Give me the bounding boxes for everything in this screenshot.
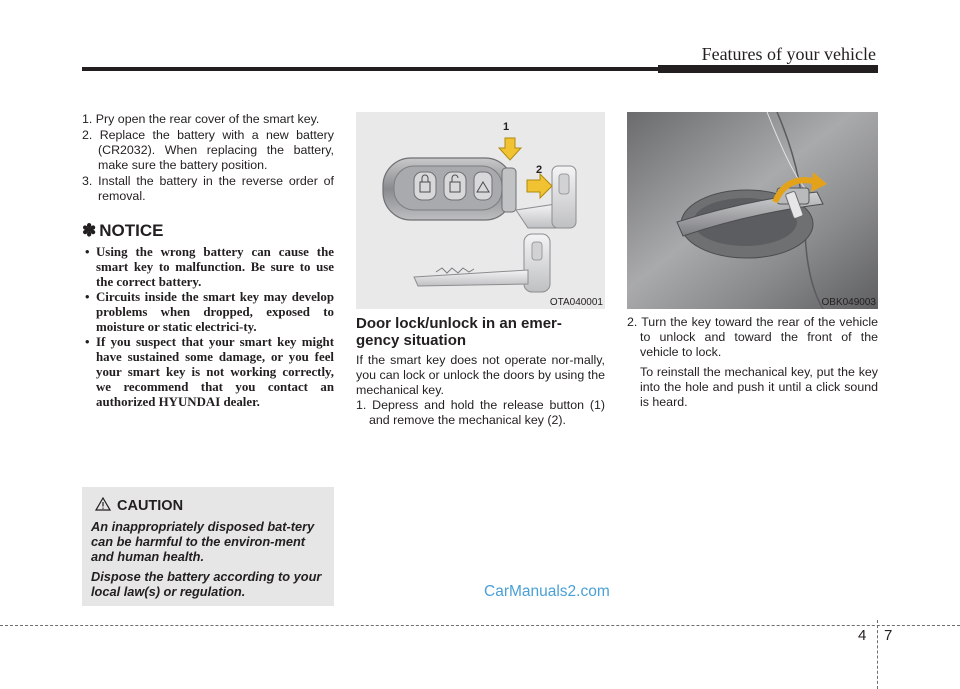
notice-item: • Using the wrong battery can cause the smart key to malfunction. Be sure to use the correct battery. (82, 245, 334, 290)
door-handle-illustration (627, 112, 878, 309)
callout-1: 1 (503, 121, 510, 133)
callout-2: 2 (536, 164, 543, 176)
page-header-title: Features of your vehicle (701, 44, 876, 64)
battery-step: 2. Replace the battery with a new battery (CR2032). When replacing the battery, make sure the battery position. (82, 128, 334, 172)
notice-item: • Circuits inside the smart key may develop problems when dropped, exposed to moisture or static electrici-ty. (82, 290, 334, 335)
chapter-number: 4 (858, 627, 867, 644)
left-column (82, 112, 334, 410)
notice-star-icon: ✽ (82, 221, 97, 240)
smart-key-illustration (356, 112, 605, 309)
section-intro: If the smart key does not operate nor-mally, you can lock or unlock the doors by using the mechanical key. (356, 353, 605, 397)
caution-box (82, 487, 334, 606)
battery-steps-list (82, 112, 334, 204)
caution-title (95, 497, 326, 515)
notice-list (82, 245, 334, 410)
battery-step: 1. Pry open the rear cover of the smart key. (82, 112, 320, 126)
warning-triangle-icon (95, 497, 111, 515)
battery-step: 3. Install the battery in the reverse order of removal. (82, 174, 334, 203)
figure-code: OBK049003 (821, 297, 876, 308)
right-column (627, 315, 878, 410)
emergency-step: 1. Depress and hold the release button (1) and remove the mechanical key (2). (356, 398, 605, 427)
reinstall-note: To reinstall the mechanical key, put the key into the hole and push it until a click sound is heard. (640, 365, 878, 409)
section-heading: Door lock/unlock in an emer-gency situation (356, 315, 562, 349)
notice-heading-label: NOTICE (99, 221, 164, 240)
caution-text: Dispose the battery according to your local law(s) or regulation. (91, 569, 322, 599)
door-handle-figure (627, 112, 878, 309)
footer-rule (0, 625, 960, 626)
caution-text: An inappropriately disposed bat-tery can be harmful to the environ-ment and human health. (91, 519, 315, 564)
page-number: 7 (884, 627, 893, 644)
caution-heading: CAUTION (117, 498, 184, 514)
notice-item: • If you suspect that your smart key might have sustained some damage, or you feel your smart key is not working correctly, we recommend that you contact an authorized HYUNDAI dealer. (82, 335, 334, 410)
middle-column (356, 315, 605, 428)
smart-key-figure (356, 112, 605, 309)
header-rule-accent (658, 65, 878, 73)
emergency-step: 2. Turn the key toward the rear of the vehicle to unlock and toward the front of the vehicle to lock. (627, 315, 878, 359)
notice-heading (82, 221, 334, 241)
footer-divider (877, 620, 878, 689)
figure-code: OTA040001 (549, 297, 603, 308)
watermark-link[interactable]: CarManuals2.com (484, 583, 610, 600)
